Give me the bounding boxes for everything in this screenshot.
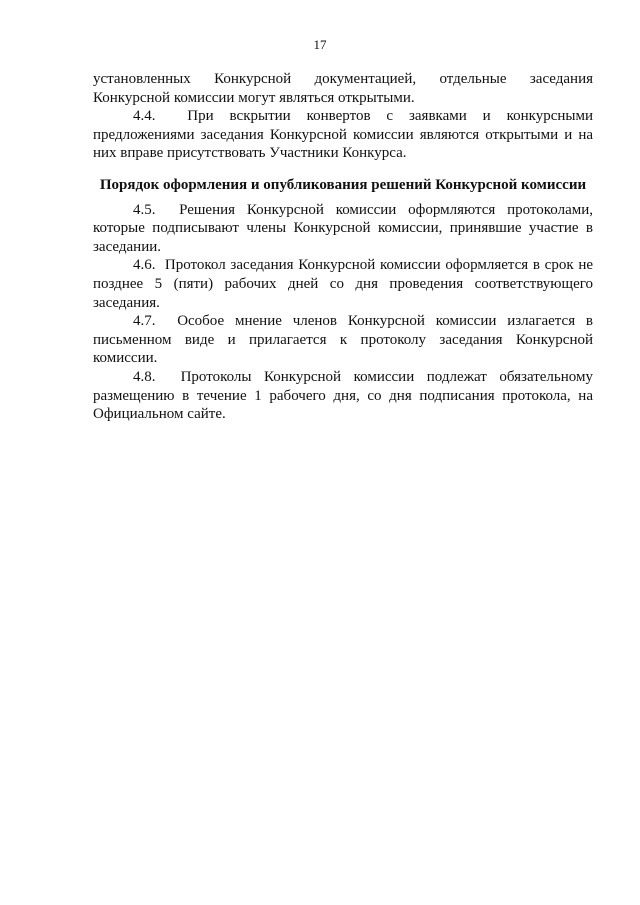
- intro-paragraph: установленных Конкурсной документацией, отдельные заседания Конкурсной комиссии могут являться открытыми.: [93, 71, 593, 106]
- paragraph-text: Протоколы Конкурсной комиссии подлежат обязательному размещению в течение 1 рабочего дня, со дня подписания протокола, на Официальном сайте.: [93, 368, 593, 423]
- paragraph-text: Протокол заседания Конкурсной комиссии оформляется в срок не позднее 5 (пяти) рабочих дней со дня проведения соответствующего заседания.: [93, 257, 593, 311]
- paragraph-4-4: [93, 107, 593, 163]
- paragraph-number: 4.4.: [133, 108, 156, 125]
- paragraph-4-8: [93, 368, 593, 424]
- paragraph-number: 4.5.: [133, 201, 156, 218]
- paragraph-number: 4.6.: [133, 257, 156, 274]
- paragraph-4-6: [93, 256, 593, 312]
- paragraph-text: Особое мнение членов Конкурсной комиссии излагается в письменном виде и прилагается к протоколу заседания Конкурсной комиссии.: [93, 313, 594, 367]
- paragraph-text: При вскрытии конвертов с заявками и конкурсными предложениями заседания Конкурсной комиссии являются открытыми и на них вправе присутствовать Участники Конкурса.: [93, 108, 593, 162]
- section-heading: Порядок оформления и опубликования решений Конкурсной комиссии: [99, 176, 587, 193]
- paragraph-number: 4.8.: [133, 368, 156, 385]
- page-number: 17: [313, 37, 327, 52]
- paragraph-4-5: [93, 201, 593, 257]
- document-body: [93, 70, 593, 424]
- paragraph-text: Решения Конкурсной комиссии оформляются протоколами, которые подписывают члены Конкурсной комиссии, принявшие участие в заседании.: [93, 201, 593, 255]
- paragraph-number: 4.7.: [133, 313, 156, 330]
- paragraph-4-7: [93, 312, 593, 368]
